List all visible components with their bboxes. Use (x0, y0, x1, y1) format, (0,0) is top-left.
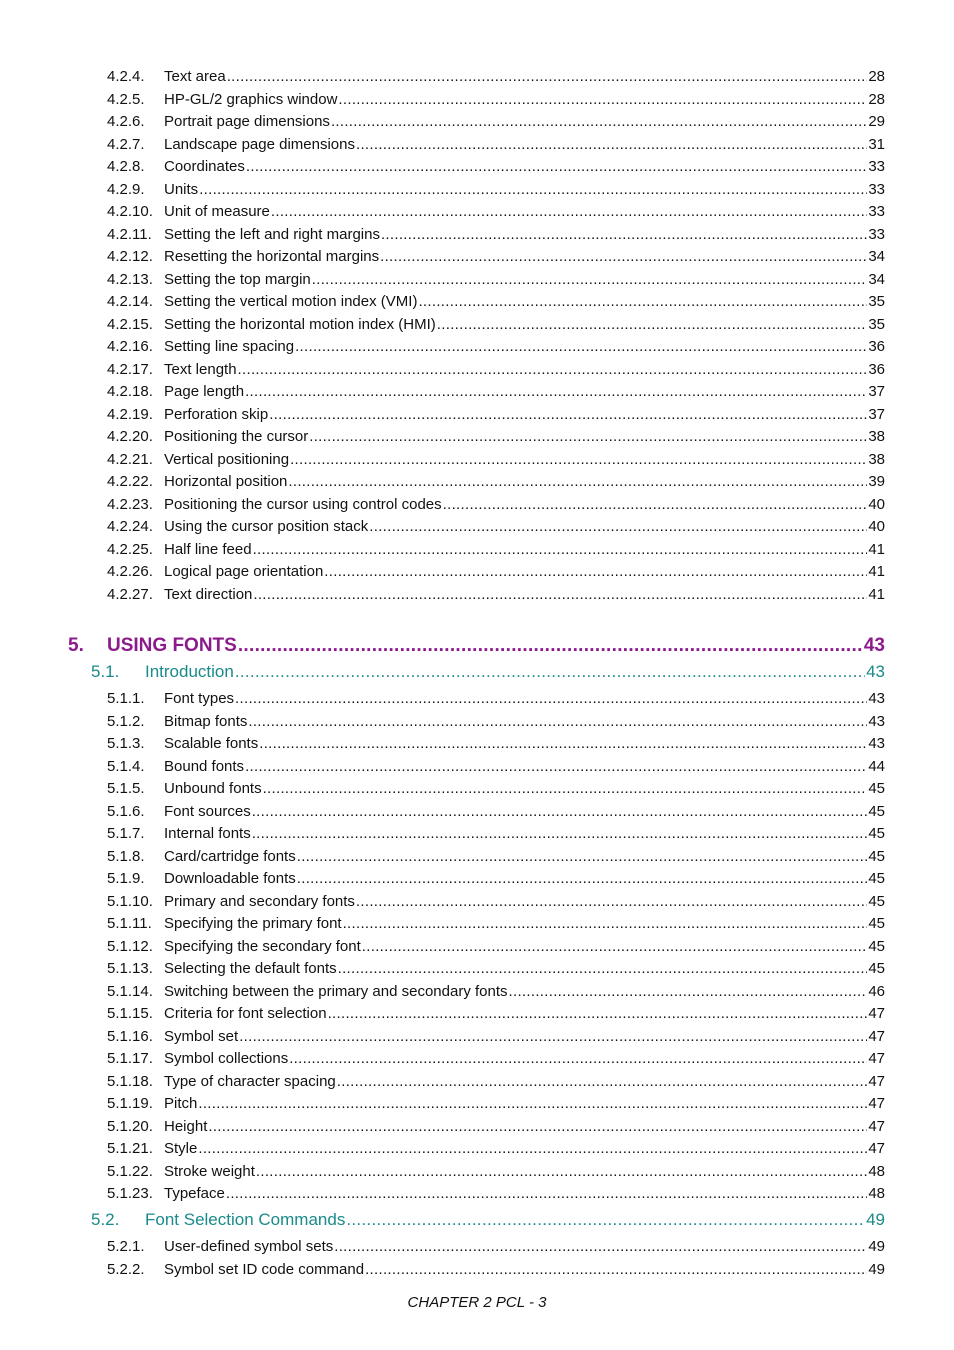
dot-leader (239, 1028, 867, 1046)
dot-leader (226, 1185, 867, 1203)
entry-page: 37 (868, 406, 885, 423)
dot-leader (334, 1238, 867, 1256)
toc-entry[interactable] (107, 915, 885, 933)
toc-section-heading[interactable] (91, 1210, 885, 1230)
toc-entry[interactable] (107, 938, 885, 956)
entry-page: 43 (868, 690, 885, 707)
entry-number: 4.2.9. (107, 181, 145, 198)
dot-leader (245, 383, 867, 401)
dot-leader (380, 248, 867, 266)
entry-page: 45 (868, 803, 885, 820)
entry-page: 48 (868, 1163, 885, 1180)
entry-title: Style (164, 1140, 198, 1157)
entry-page: 49 (868, 1238, 885, 1255)
entry-number: 4.2.19. (107, 406, 153, 423)
entry-title: Setting the top margin (164, 271, 311, 288)
entry-number: 4.2.10. (107, 203, 153, 220)
toc-entry[interactable] (107, 713, 885, 731)
dot-leader (437, 316, 868, 334)
entry-page: 35 (868, 293, 885, 310)
entry-number: 5.1.21. (107, 1140, 153, 1157)
toc-entry[interactable] (107, 406, 885, 424)
dot-leader (269, 406, 867, 424)
entry-page: 43 (866, 662, 885, 681)
entry-page: 48 (868, 1185, 885, 1202)
toc-entry[interactable] (107, 893, 885, 911)
entry-title: Bitmap fonts (164, 713, 248, 730)
entry-title: Setting the vertical motion index (VMI) (164, 293, 418, 310)
entry-number: 4.2.22. (107, 473, 153, 490)
toc-entry[interactable] (107, 451, 885, 469)
entry-number: 4.2.6. (107, 113, 145, 130)
entry-page: 45 (868, 780, 885, 797)
entry-title: Setting the left and right margins (164, 226, 380, 243)
entry-page: 47 (868, 1028, 885, 1045)
toc-entry[interactable] (107, 1073, 885, 1091)
entry-page: 28 (868, 91, 885, 108)
entry-number: 5.1.6. (107, 803, 145, 820)
entry-page: 38 (868, 428, 885, 445)
dot-leader (235, 690, 867, 708)
toc-entry[interactable] (107, 338, 885, 356)
entry-page: 34 (868, 271, 885, 288)
toc-entry[interactable] (107, 136, 885, 154)
toc-entry[interactable] (107, 316, 885, 334)
dot-leader (227, 68, 868, 86)
dot-leader (256, 1163, 867, 1181)
entry-number: 4.2.15. (107, 316, 153, 333)
toc-entry[interactable] (107, 983, 885, 1001)
dot-leader (253, 541, 868, 559)
entry-page: 47 (868, 1140, 885, 1157)
dot-leader (238, 635, 863, 657)
entry-title: Coordinates (164, 158, 245, 175)
entry-page: 34 (868, 248, 885, 265)
entry-page: 33 (868, 158, 885, 175)
dot-leader (346, 1210, 865, 1230)
dot-leader (235, 662, 865, 682)
entry-title: HP-GL/2 graphics window (164, 91, 338, 108)
entry-number: 5.1.12. (107, 938, 153, 955)
entry-page: 47 (868, 1118, 885, 1135)
dot-leader (381, 226, 867, 244)
entry-title: Typeface (164, 1185, 225, 1202)
entry-number: 5.1.15. (107, 1005, 153, 1022)
toc-entry[interactable] (107, 1005, 885, 1023)
entry-number: 4.2.16. (107, 338, 153, 355)
entry-title: Scalable fonts (164, 735, 259, 752)
entry-page: 41 (868, 563, 885, 580)
entry-title: Specifying the secondary font (164, 938, 361, 955)
entry-title: USING FONTS (107, 635, 237, 656)
entry-number: 4.2.24. (107, 518, 153, 535)
dot-leader (252, 803, 868, 821)
dot-leader (295, 338, 867, 356)
dot-leader (343, 915, 868, 933)
dot-leader (297, 870, 868, 888)
entry-title: Unbound fonts (164, 780, 262, 797)
toc-entry[interactable] (107, 518, 885, 536)
toc-entry[interactable] (107, 690, 885, 708)
entry-title: User-defined symbol sets (164, 1238, 334, 1255)
entry-page: 49 (866, 1210, 885, 1229)
dot-leader (309, 428, 867, 446)
entry-title: Setting line spacing (164, 338, 295, 355)
entry-number: 5.1.11. (107, 915, 152, 932)
dot-leader (328, 1005, 868, 1023)
entry-number: 5.2.1. (107, 1238, 145, 1255)
entry-number: 5.1.5. (107, 780, 145, 797)
toc-entry[interactable] (107, 473, 885, 491)
entry-page: 45 (868, 938, 885, 955)
entry-number: 5.1.9. (107, 870, 145, 887)
entry-title: Vertical positioning (164, 451, 290, 468)
entry-page: 39 (868, 473, 885, 490)
entry-page: 36 (868, 361, 885, 378)
entry-number: 4.2.18. (107, 383, 153, 400)
entry-title: Text length (164, 361, 237, 378)
entry-title: Resetting the horizontal margins (164, 248, 380, 265)
entry-title: Font sources (164, 803, 251, 820)
entry-title: Internal fonts (164, 825, 251, 842)
entry-number: 5.1.20. (107, 1118, 153, 1135)
entry-page: 35 (868, 316, 885, 333)
toc-entry[interactable] (107, 158, 885, 176)
entry-number: 4.2.12. (107, 248, 153, 265)
entry-title: Units (164, 181, 199, 198)
entry-title: Selecting the default fonts (164, 960, 337, 977)
dot-leader (263, 780, 868, 798)
toc-entry[interactable] (107, 563, 885, 581)
toc-entry[interactable] (107, 1050, 885, 1068)
toc-entry[interactable] (107, 960, 885, 978)
entry-number: 5.1.14. (107, 983, 153, 1000)
entry-number: 5.1.4. (107, 758, 145, 775)
toc-entry[interactable] (107, 496, 885, 514)
entry-number: 4.2.20. (107, 428, 153, 445)
entry-title: Switching between the primary and secondary fonts (164, 983, 508, 1000)
entry-number: 4.2.26. (107, 563, 153, 580)
entry-number: 5.1.13. (107, 960, 153, 977)
dot-leader (208, 1118, 867, 1136)
toc-entry[interactable] (107, 586, 885, 604)
entry-number: 5.1.19. (107, 1095, 153, 1112)
dot-leader (443, 496, 868, 514)
toc-entry[interactable] (107, 248, 885, 266)
entry-number: 4.2.8. (107, 158, 145, 175)
dot-leader (356, 136, 867, 154)
entry-number: 4.2.7. (107, 136, 145, 153)
entry-page: 43 (868, 735, 885, 752)
dot-leader (297, 848, 868, 866)
entry-page: 37 (868, 383, 885, 400)
entry-number: 4.2.21. (107, 451, 153, 468)
toc-entry[interactable] (107, 1185, 885, 1203)
entry-page: 47 (868, 1073, 885, 1090)
dot-leader (271, 203, 867, 221)
toc-entry[interactable] (107, 1163, 885, 1181)
entry-number: 4.2.5. (107, 91, 145, 108)
entry-page: 47 (868, 1095, 885, 1112)
entry-title: Text area (164, 68, 226, 85)
entry-number: 4.2.17. (107, 361, 153, 378)
entry-title: Setting the horizontal motion index (HMI) (164, 316, 436, 333)
entry-number: 5.1.23. (107, 1185, 153, 1202)
page-footer: CHAPTER 2 PCL - 3 (407, 1294, 547, 1311)
toc-entry[interactable] (107, 383, 885, 401)
dot-leader (331, 113, 867, 131)
entry-number: 5.1.7. (107, 825, 145, 842)
dot-leader (365, 1261, 867, 1279)
toc-entry[interactable] (107, 803, 885, 821)
entry-title: Horizontal position (164, 473, 288, 490)
entry-page: 47 (868, 1050, 885, 1067)
entry-page: 47 (868, 1005, 885, 1022)
entry-page: 43 (868, 713, 885, 730)
dot-leader (252, 825, 868, 843)
dot-leader (356, 893, 867, 911)
dot-leader (418, 293, 867, 311)
entry-page: 38 (868, 451, 885, 468)
entry-page: 45 (868, 848, 885, 865)
entry-number: 5.1.8. (107, 848, 145, 865)
dot-leader (290, 451, 867, 469)
dot-leader (238, 361, 868, 379)
entry-page: 43 (863, 635, 885, 656)
entry-number: 5.1.2. (107, 713, 145, 730)
entry-number: 5.1.3. (107, 735, 145, 752)
dot-leader (259, 735, 867, 753)
dot-leader (253, 586, 867, 604)
entry-page: 45 (868, 960, 885, 977)
entry-number: 4.2.14. (107, 293, 153, 310)
toc-entry[interactable] (107, 226, 885, 244)
toc-entry[interactable] (107, 113, 885, 131)
entry-title: Type of character spacing (164, 1073, 336, 1090)
toc-entry[interactable] (107, 428, 885, 446)
dot-leader (245, 758, 867, 776)
entry-number: 4.2.23. (107, 496, 153, 513)
entry-page: 28 (868, 68, 885, 85)
dot-leader (246, 158, 867, 176)
entry-title: Criteria for font selection (164, 1005, 327, 1022)
entry-page: 45 (868, 825, 885, 842)
toc-entry[interactable] (107, 181, 885, 199)
entry-number: 5. (68, 635, 84, 656)
entry-number: 4.2.11. (107, 226, 152, 243)
toc-entry[interactable] (107, 870, 885, 888)
entry-page: 45 (868, 870, 885, 887)
toc-entry[interactable] (107, 780, 885, 798)
dot-leader (198, 1095, 867, 1113)
toc-entry[interactable] (107, 1095, 885, 1113)
entry-number: 4.2.4. (107, 68, 145, 85)
entry-title: Logical page orientation (164, 563, 324, 580)
entry-title: Introduction (145, 662, 234, 681)
toc-entry[interactable] (107, 203, 885, 221)
toc-entry[interactable] (107, 735, 885, 753)
toc-entry[interactable] (107, 1118, 885, 1136)
toc-entry[interactable] (107, 825, 885, 843)
dot-leader (198, 1140, 867, 1158)
entry-title: Card/cartridge fonts (164, 848, 296, 865)
entry-number: 4.2.27. (107, 586, 153, 603)
dot-leader (369, 518, 867, 536)
entry-number: 4.2.13. (107, 271, 153, 288)
entry-number: 5.1.18. (107, 1073, 153, 1090)
entry-title: Portrait page dimensions (164, 113, 330, 130)
toc-entry[interactable] (107, 361, 885, 379)
entry-title: Symbol collections (164, 1050, 289, 1067)
entry-page: 33 (868, 226, 885, 243)
entry-number: 5.1.16. (107, 1028, 153, 1045)
entry-title: Landscape page dimensions (164, 136, 355, 153)
entry-title: Positioning the cursor (164, 428, 309, 445)
toc-entry[interactable] (107, 848, 885, 866)
entry-page: 40 (868, 518, 885, 535)
entry-title: Using the cursor position stack (164, 518, 369, 535)
entry-page: 49 (868, 1261, 885, 1278)
dot-leader (199, 181, 867, 199)
dot-leader (289, 1050, 867, 1068)
entry-title: Perforation skip (164, 406, 269, 423)
entry-page: 36 (868, 338, 885, 355)
entry-page: 46 (868, 983, 885, 1000)
toc-section-heading[interactable] (91, 662, 885, 682)
entry-title: Specifying the primary font (164, 915, 342, 932)
entry-page: 33 (868, 181, 885, 198)
entry-title: Text direction (164, 586, 253, 603)
toc-entry[interactable] (107, 758, 885, 776)
entry-title: Pitch (164, 1095, 198, 1112)
entry-number: 5.1.17. (107, 1050, 153, 1067)
entry-title: Unit of measure (164, 203, 270, 220)
entry-number: 5.1.10. (107, 893, 153, 910)
entry-title: Symbol set ID code command (164, 1261, 365, 1278)
toc-entry[interactable] (107, 1140, 885, 1158)
entry-page: 29 (868, 113, 885, 130)
toc-entry[interactable] (107, 293, 885, 311)
toc-entry[interactable] (107, 1261, 885, 1279)
toc-entry[interactable] (107, 68, 885, 86)
dot-leader (362, 938, 868, 956)
entry-number: 5.2. (91, 1210, 120, 1229)
entry-number: 5.2.2. (107, 1261, 145, 1278)
dot-leader (338, 960, 868, 978)
dot-leader (509, 983, 868, 1001)
dot-leader (337, 1073, 868, 1091)
dot-leader (338, 91, 867, 109)
entry-page: 41 (868, 541, 885, 558)
entry-number: 4.2.25. (107, 541, 153, 558)
toc-entry[interactable] (107, 91, 885, 109)
dot-leader (312, 271, 868, 289)
entry-title: Bound fonts (164, 758, 245, 775)
entry-title: Positioning the cursor using control codes (164, 496, 442, 513)
entry-title: Font Selection Commands (145, 1210, 346, 1229)
entry-page: 45 (868, 915, 885, 932)
entry-title: Font types (164, 690, 235, 707)
entry-page: 41 (868, 586, 885, 603)
entry-title: Half line feed (164, 541, 252, 558)
entry-title: Downloadable fonts (164, 870, 296, 887)
entry-number: 5.1. (91, 662, 120, 681)
toc-chapter-heading[interactable] (68, 635, 885, 657)
entry-number: 5.1.1. (107, 690, 145, 707)
dot-leader (324, 563, 867, 581)
entry-title: Page length (164, 383, 245, 400)
toc-entry[interactable] (107, 1238, 885, 1256)
entry-page: 45 (868, 893, 885, 910)
entry-page: 44 (868, 758, 885, 775)
dot-leader (248, 713, 867, 731)
entry-title: Stroke weight (164, 1163, 255, 1180)
entry-title: Height (164, 1118, 208, 1135)
toc-entry[interactable] (107, 1028, 885, 1046)
toc-entry[interactable] (107, 271, 885, 289)
entry-page: 31 (868, 136, 885, 153)
entry-page: 33 (868, 203, 885, 220)
entry-title: Primary and secondary fonts (164, 893, 355, 910)
entry-number: 5.1.22. (107, 1163, 153, 1180)
toc-entry[interactable] (107, 541, 885, 559)
entry-title: Symbol set (164, 1028, 239, 1045)
entry-page: 40 (868, 496, 885, 513)
dot-leader (288, 473, 867, 491)
